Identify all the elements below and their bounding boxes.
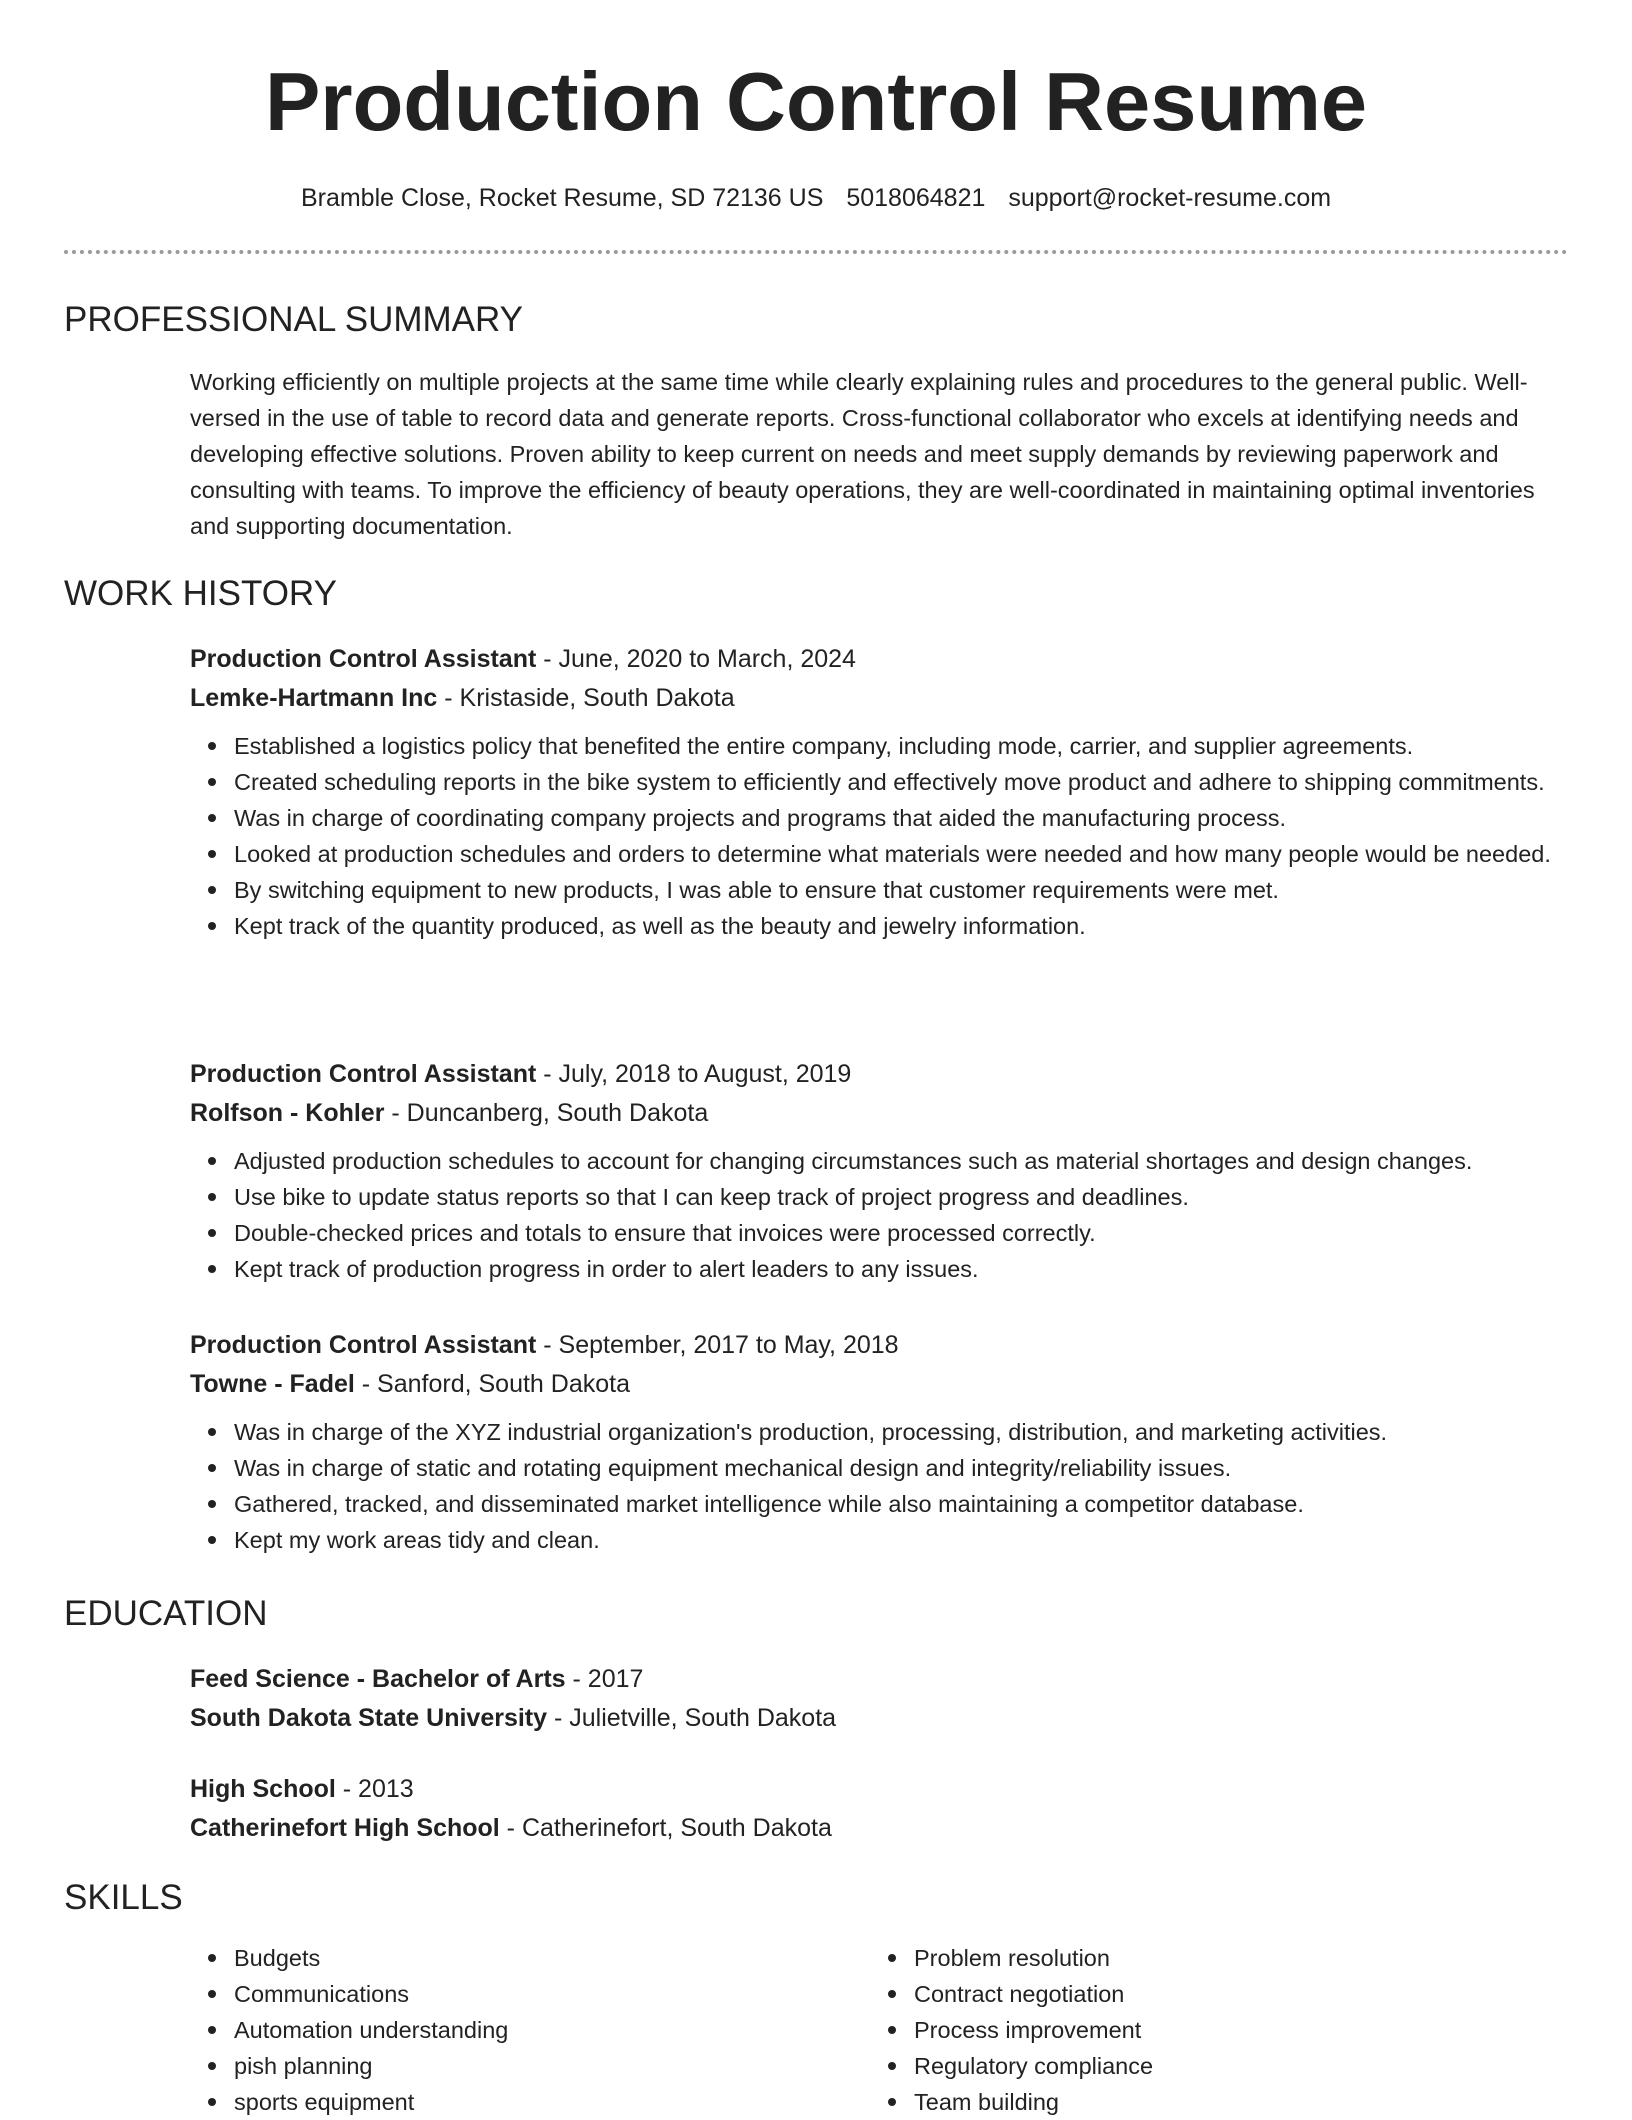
job-bullet: Kept track of the quantity produced, as well as the beauty and jewelry information. xyxy=(234,908,1570,944)
job-company: Rolfson - Kohler xyxy=(190,1099,385,1127)
job-bullets xyxy=(190,1414,1570,1558)
job-bullet: Use bike to update status reports so that I can keep track of project progress and deadlines. xyxy=(234,1179,1570,1215)
skills-column-right xyxy=(870,1940,1510,2120)
skill-item: Problem resolution xyxy=(914,1940,1510,1976)
job-title: Production Control Assistant xyxy=(190,645,537,673)
job-bullet: Double-checked prices and totals to ensure that invoices were processed correctly. xyxy=(234,1215,1570,1251)
skill-item: Budgets xyxy=(234,1940,830,1976)
job-title-line xyxy=(190,1326,1570,1365)
skill-item: Regulatory compliance xyxy=(914,2048,1510,2084)
education-entry xyxy=(190,1770,1570,1848)
education-year: - 2017 xyxy=(565,1665,644,1693)
job-title: Production Control Assistant xyxy=(190,1060,537,1088)
job-bullet: Was in charge of static and rotating equipment mechanical design and integrity/reliability issues. xyxy=(234,1450,1570,1486)
job-company: Towne - Fadel xyxy=(190,1370,355,1398)
contact-address: Bramble Close, Rocket Resume, SD 72136 US xyxy=(300,184,824,212)
section-heading-education: EDUCATION xyxy=(64,1594,268,1633)
skill-item: pish planning xyxy=(234,2048,830,2084)
job-dates: - September, 2017 to May, 2018 xyxy=(536,1331,899,1359)
job-title: Production Control Assistant xyxy=(190,1331,537,1359)
job-bullet: Kept my work areas tidy and clean. xyxy=(234,1522,1570,1558)
job-bullet: Looked at production schedules and orders to determine what materials were needed and how many people would be needed. xyxy=(234,836,1570,872)
contact-line xyxy=(0,180,1632,216)
job-title-line xyxy=(190,1055,1570,1094)
section-heading-work-history: WORK HISTORY xyxy=(64,574,337,613)
job-location: - Kristaside, South Dakota xyxy=(437,684,735,712)
resume-title: Production Control Resume xyxy=(264,55,1368,148)
skills-column-left xyxy=(190,1940,830,2120)
education-degree: High School xyxy=(190,1775,336,1803)
education-school: Catherinefort High School xyxy=(190,1814,500,1842)
skill-item: Team building xyxy=(914,2084,1510,2120)
skill-item: Communications xyxy=(234,1976,830,2012)
job-company: Lemke-Hartmann Inc xyxy=(190,684,438,712)
job-company-line xyxy=(190,1094,1570,1133)
education-location: - Catherinefort, South Dakota xyxy=(499,1814,832,1842)
skill-item: Contract negotiation xyxy=(914,1976,1510,2012)
skills-list xyxy=(190,1940,830,2120)
job-bullets xyxy=(190,728,1570,944)
education-year: - 2013 xyxy=(335,1775,414,1803)
job-entry xyxy=(190,1326,1570,1558)
section-heading-skills: SKILLS xyxy=(64,1878,183,1917)
skill-item: Automation understanding xyxy=(234,2012,830,2048)
education-entry xyxy=(190,1660,1570,1738)
education-school: South Dakota State University xyxy=(190,1704,548,1732)
education-location: - Julietville, South Dakota xyxy=(547,1704,837,1732)
job-title-line xyxy=(190,640,1570,679)
job-bullet: By switching equipment to new products, I was able to ensure that customer requirements were met. xyxy=(234,872,1570,908)
job-bullet: Was in charge of coordinating company projects and programs that aided the manufacturing process. xyxy=(234,800,1570,836)
job-company-line xyxy=(190,1365,1570,1404)
job-dates: - July, 2018 to August, 2019 xyxy=(536,1060,852,1088)
section-heading-summary: PROFESSIONAL SUMMARY xyxy=(64,300,523,339)
education-degree-line xyxy=(190,1770,1570,1809)
job-bullet: Established a logistics policy that benefited the entire company, including mode, carrier, and supplier agreements. xyxy=(234,728,1570,764)
job-bullet: Kept track of production progress in order to alert leaders to any issues. xyxy=(234,1251,1570,1287)
skill-item: Process improvement xyxy=(914,2012,1510,2048)
job-bullet: Adjusted production schedules to account for changing circumstances such as material shortages and design changes. xyxy=(234,1143,1570,1179)
job-location: - Sanford, South Dakota xyxy=(354,1370,630,1398)
job-bullet: Gathered, tracked, and disseminated market intelligence while also maintaining a competitor database. xyxy=(234,1486,1570,1522)
education-degree-line xyxy=(190,1660,1570,1699)
job-entry xyxy=(190,1055,1570,1287)
contact-email: support@rocket-resume.com xyxy=(1008,184,1332,212)
summary-text: Working efficiently on multiple projects at the same time while clearly explaining rules and procedures to the general public. Well-versed in the use of table to record data and generate reports. Cross-functional collaborator who excels at identifying needs and developing effective solutions. Proven ability to keep current on needs and meet supply demands by reviewing paperwork and consulting with teams. To improve the efficiency of beauty operations, they are well-coordinated in maintaining optimal inventories and supporting documentation. xyxy=(190,369,1535,539)
job-dates: - June, 2020 to March, 2024 xyxy=(536,645,856,673)
skills-list xyxy=(870,1940,1510,2120)
header-divider xyxy=(64,250,1568,254)
job-bullet: Was in charge of the XYZ industrial organization's production, processing, distribution, and marketing activities. xyxy=(234,1414,1570,1450)
job-entry xyxy=(190,640,1570,944)
education-school-line xyxy=(190,1809,1570,1848)
education-school-line xyxy=(190,1699,1570,1738)
job-bullet: Created scheduling reports in the bike system to efficiently and effectively move product and adhere to shipping commitments. xyxy=(234,764,1570,800)
job-bullets xyxy=(190,1143,1570,1287)
job-company-line xyxy=(190,679,1570,718)
contact-phone: 5018064821 xyxy=(846,184,986,212)
job-location: - Duncanberg, South Dakota xyxy=(384,1099,709,1127)
skill-item: sports equipment xyxy=(234,2084,830,2120)
education-degree: Feed Science - Bachelor of Arts xyxy=(190,1665,566,1693)
